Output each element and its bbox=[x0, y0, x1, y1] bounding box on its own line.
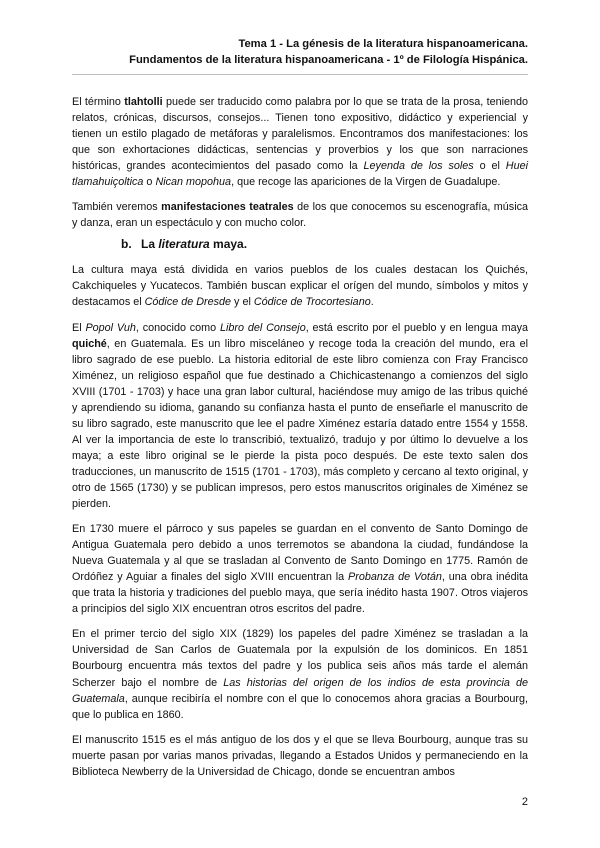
header-subject-title: Fundamentos de la literatura hispanoamericana - 1º de Filología Hispánica. bbox=[129, 54, 528, 66]
text-run: , aunque recibiría el nombre con el que lo conocemos ahora gracias a Bourbourg, que lo publica en 1860. bbox=[72, 692, 528, 721]
text-run: El bbox=[72, 321, 86, 334]
text-run: de los que conocemos su escenografía, música y danza, eran un espectáculo y con mucho color. bbox=[72, 201, 528, 230]
paragraph-tlahtolli bbox=[72, 94, 528, 190]
bold-term: quiché bbox=[72, 337, 107, 350]
section-title-part: maya. bbox=[209, 237, 248, 252]
paragraph-manuscrito-1515 bbox=[72, 732, 528, 780]
paragraph-teatro bbox=[72, 199, 528, 231]
bold-term: manifestaciones teatrales bbox=[161, 201, 294, 214]
text-run: El manuscrito 1515 es el más antiguo de los dos y el que se lleva Bourbourg, aunque tras su muerte pasan por varias manos privadas, llegando a Estados Unidos y permaneciendo en la Biblioteca Newberry de la Universidad de Chicago, donde se encuentran ambos bbox=[72, 733, 528, 778]
work-title: Leyenda de los soles bbox=[363, 160, 474, 173]
text-run: , está escrito por el pueblo y en lengua maya bbox=[305, 321, 529, 334]
header-course-title: Tema 1 - La génesis de la literatura hispanoamericana. bbox=[238, 38, 528, 50]
text-run: , que recoge las apariciones de la Virgen de Guadalupe. bbox=[231, 176, 501, 189]
work-title: Probanza de Votán bbox=[348, 571, 442, 584]
text-run: . bbox=[370, 296, 374, 309]
work-title: Las historias del origen de los indios de esta provincia de Guatemala bbox=[72, 676, 529, 705]
work-title: Códice de Trocortesiano bbox=[253, 296, 371, 309]
text-run: El término bbox=[72, 96, 125, 108]
text-run: o el bbox=[473, 160, 506, 173]
text-run: , conocido como bbox=[135, 321, 221, 334]
section-title-italic: literatura bbox=[158, 237, 210, 252]
work-title: Libro del Consejo bbox=[220, 321, 306, 334]
text-run: y el bbox=[231, 296, 254, 309]
text-run: o bbox=[143, 176, 156, 189]
text-run: En 1730 muere el párroco y sus papeles se guardan en el convento de Santo Domingo de Antigua Guatemala pero debido a unos terremotos se abandona la ciudad, fundándose la Nueva Guatemala y al que se trasladan al Convento de Santo Domingo en 1775. Ramón de Ordóñez y Aguiar a finales del siglo XVIII encuentran la bbox=[72, 523, 528, 584]
work-title: Huei tlamahuiçoltica bbox=[72, 160, 528, 189]
work-title: Nican mopohua bbox=[155, 176, 232, 189]
text-run: , en Guatemala. Es un libro misceláneo y recoge toda la creación del mundo, era el libro sagrado de ese pueblo. La historia editorial de este libro comienza con Fray Francisco Ximénez, un religioso español que fue destinado a Chichicastenango a comienzos del siglo XVIII (1701 - 1703) y hace una gran labor cultural, haciéndose muy amigo de las tribus quiché y aprendiendo su idioma, ganando su confianza hasta el punto de enseñarle el manuscrito de su libro sagrado, este manuscrito que lee el padre Ximénez estaría datado entre 1554 y 1558. Al ver la importancia de este lo transcribió, textualizó, tradujo y por último lo devuelve a los maya; a este libro original se le pierde la pista poco después. De este texto salen dos traducciones, un manuscrito de 1515 (1701 - 1703), más completo y cercano al texto original, y otro de 1565 (1730) y se publican impresos, pero estos manuscritos originales de Ximénez se pierden. bbox=[72, 337, 528, 511]
document-body bbox=[72, 94, 528, 780]
text-run: También veremos bbox=[72, 201, 162, 214]
text-run: La cultura maya está dividida en varios pueblos de los cuales destacan los Quichés, Cakchiqueles y Yucatecos. También buscan explicar el orígen del mundo, símbolos y mitos y destacamos el bbox=[72, 264, 528, 309]
text-run: puede ser traducido como palabra por lo que se trata de la prosa, teniendo relatos, crónicas, discursos, consejos... Tienen tono expositivo, didáctico y experiencial y tienen un estilo plagado de metáforas y paralelismos. Encontramos dos manifestaciones: los que son exhortaciones didácticas, sentencias y proverbios y los que son narraciones históricas, grandes acontecimientos del pasado como la bbox=[72, 96, 528, 173]
paragraph-1730 bbox=[72, 521, 528, 617]
section-heading bbox=[72, 235, 528, 253]
paragraph-cultura-maya bbox=[72, 262, 528, 310]
work-title: Popol Vuh bbox=[85, 321, 136, 334]
text-run: En el primer tercio del siglo XIX (1829) los papeles del padre Ximénez se trasladan a la Universidad de San Carlos de Guatemala por la expulsión de los dominicos. En 1851 Bourbourg encuentra más textos del padre y los publica seis años más tarde el alemán Scherzer bajo el nombre de bbox=[72, 628, 528, 689]
section-number: b. bbox=[121, 237, 132, 252]
paragraph-popol-vuh bbox=[72, 320, 528, 513]
paragraph-siglo-xix bbox=[72, 626, 528, 722]
bold-term: tlahtolli bbox=[124, 96, 163, 108]
text-run: , una obra inédita que trata la historia y tradiciones del pueblo maya, que sería inédito hasta 1907. Otros viajeros a principios del siglo XIX encuentran otros escritos del padre. bbox=[72, 571, 528, 616]
work-title: Códice de Dresde bbox=[144, 296, 232, 309]
header-divider bbox=[72, 74, 528, 75]
page-header bbox=[129, 36, 528, 68]
section-title-part: La bbox=[141, 237, 159, 252]
page-number: 2 bbox=[521, 796, 528, 808]
